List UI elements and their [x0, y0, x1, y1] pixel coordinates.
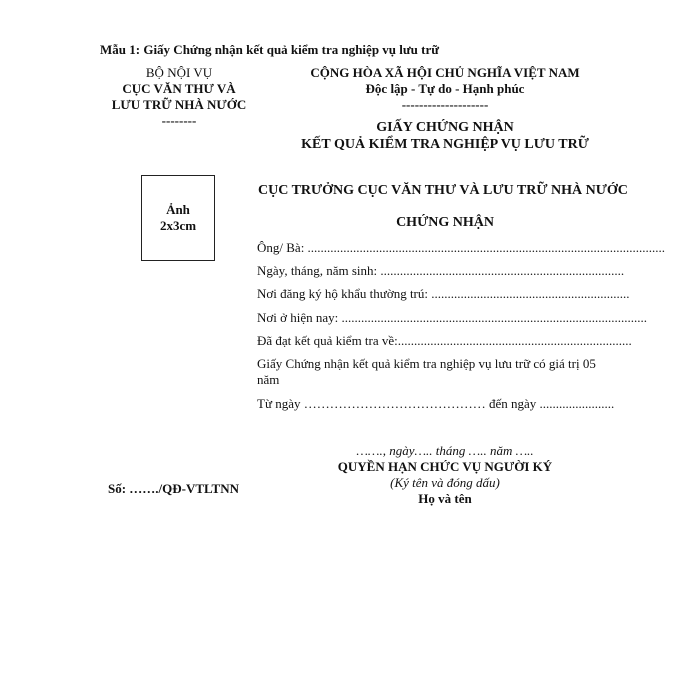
photo-placeholder [141, 175, 215, 261]
agency-department-line2: LƯU TRỮ NHÀ NƯỚC [111, 97, 247, 112]
agency-department-line1: CỤC VĂN THƯ VÀ [122, 81, 236, 96]
field-exam-result: Đã đạt kết quả kiểm tra về:........................................................................ [257, 333, 632, 348]
national-block [285, 65, 605, 113]
photo-size: 2x3cm [159, 218, 197, 233]
field-date-range: Từ ngày …………………………………… đến ngày ....................... [257, 396, 615, 411]
field-birth-date: Ngày, tháng, năm sinh: ........................................................................... [257, 263, 625, 278]
signature-authority: QUYỀN HẠN CHỨC VỤ NGƯỜI KÝ [337, 459, 553, 474]
field-validity: Giấy Chứng nhận kết quả kiểm tra nghiệp vụ lưu trữ có giá trị 05 [257, 356, 596, 371]
photo-label: Ảnh [166, 202, 190, 217]
field-permanent-residence: Nơi đăng ký hộ khẩu thường trú: ............................................................. [257, 286, 630, 301]
agency-separator: -------- [161, 113, 197, 128]
agency-ministry: BỘ NỘI VỤ [145, 65, 213, 80]
national-separator: -------------------- [401, 97, 489, 112]
issuer-title: CỤC TRƯỞNG CỤC VĂN THƯ VÀ LƯU TRỮ NHÀ NƯỚC [258, 183, 628, 198]
signature-block [300, 443, 590, 507]
field-validity-unit: năm [257, 372, 280, 387]
signature-name: Họ và tên [418, 491, 472, 506]
national-title: CỘNG HÒA XÃ HỘI CHỦ NGHĨA VIỆT NAM [310, 65, 580, 80]
national-motto: Độc lập - Tự do - Hạnh phúc [365, 81, 525, 96]
certificate-title: GIẤY CHỨNG NHẬN [376, 120, 514, 135]
document-number: Số: ……./QĐ-VTLTNN [108, 481, 239, 496]
signature-note: (Ký tên và đóng dấu) [390, 475, 500, 490]
signature-date: ……., ngày….. tháng ….. năm ….. [356, 443, 534, 458]
agency-block [96, 65, 262, 129]
field-full-name: Ông/ Bà: .............................................................................................................. [257, 240, 666, 255]
certificate-subtitle: KẾT QUẢ KIỂM TRA NGHIỆP VỤ LƯU TRỮ [301, 137, 589, 152]
certify-heading: CHỨNG NHẬN [396, 215, 494, 230]
form-title: Mẫu 1: Giấy Chứng nhận kết quả kiểm tra nghiệp vụ lưu trữ [100, 42, 440, 57]
field-current-address: Nơi ở hiện nay: .............................................................................................. [257, 310, 648, 325]
certificate-title-block [285, 119, 605, 153]
